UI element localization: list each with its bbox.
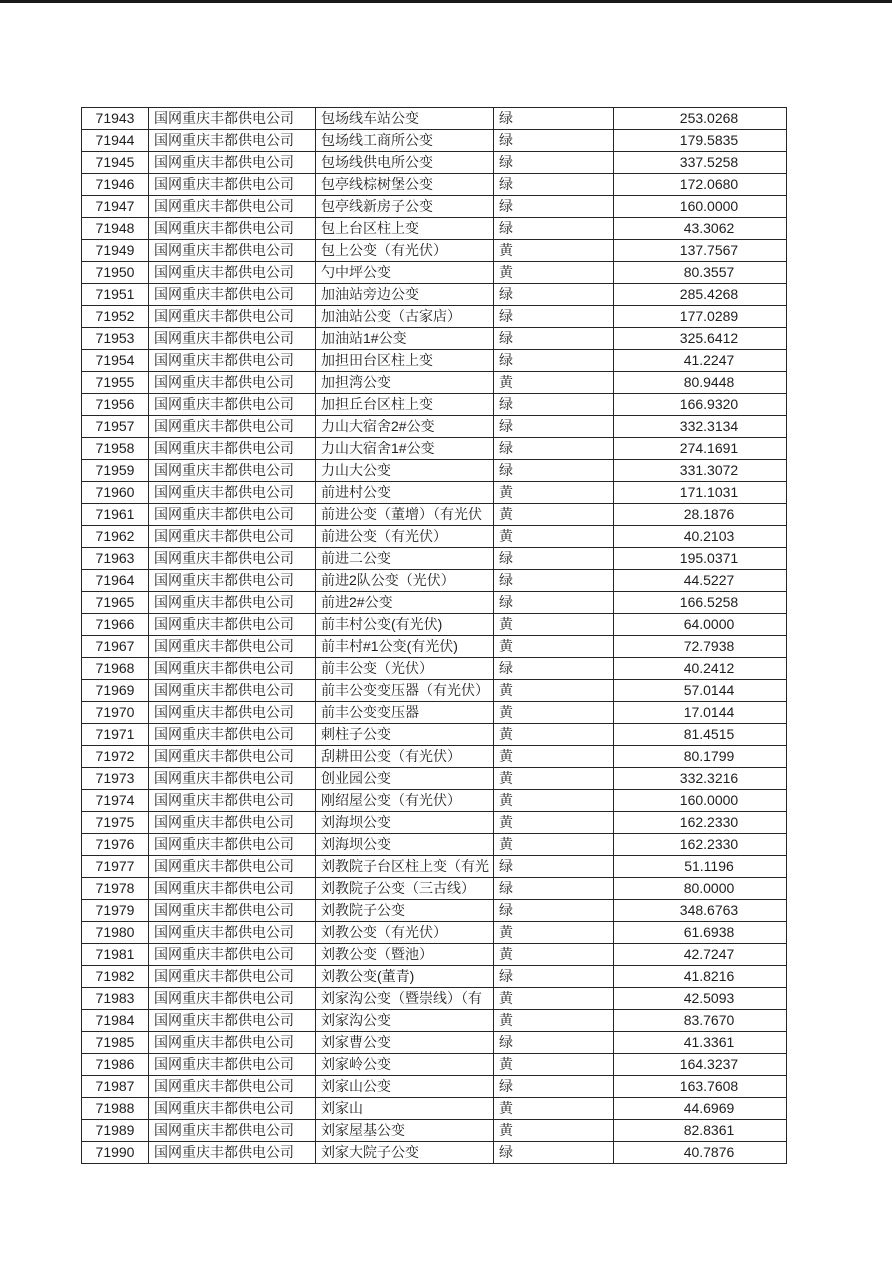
- table-row: [82, 988, 787, 1010]
- station-name-cell: 力山大公变: [316, 460, 494, 482]
- table-row: [82, 174, 787, 196]
- status-cell: 黄: [494, 504, 614, 526]
- row-id-cell: 71959: [82, 460, 149, 482]
- table-row: [82, 702, 787, 724]
- status-cell: 黄: [494, 482, 614, 504]
- row-id-cell: 71945: [82, 152, 149, 174]
- company-cell: 国网重庆丰都供电公司: [149, 196, 316, 218]
- row-id-cell: 71966: [82, 614, 149, 636]
- value-cell: 80.1799: [614, 746, 787, 768]
- value-cell: 81.4515: [614, 724, 787, 746]
- status-cell: 黄: [494, 526, 614, 548]
- status-cell: 绿: [494, 658, 614, 680]
- value-cell: 162.2330: [614, 834, 787, 856]
- table-row: [82, 922, 787, 944]
- value-cell: 80.0000: [614, 878, 787, 900]
- row-id-cell: 71963: [82, 548, 149, 570]
- company-cell: 国网重庆丰都供电公司: [149, 262, 316, 284]
- status-cell: 黄: [494, 922, 614, 944]
- station-name-cell: 创业园公变: [316, 768, 494, 790]
- company-cell: 国网重庆丰都供电公司: [149, 306, 316, 328]
- station-name-cell: 加担丘台区柱上变: [316, 394, 494, 416]
- value-cell: 44.6969: [614, 1098, 787, 1120]
- table-row: [82, 196, 787, 218]
- station-name-cell: 刘家曹公变: [316, 1032, 494, 1054]
- row-id-cell: 71974: [82, 790, 149, 812]
- status-cell: 黄: [494, 372, 614, 394]
- row-id-cell: 71962: [82, 526, 149, 548]
- company-cell: 国网重庆丰都供电公司: [149, 812, 316, 834]
- value-cell: 171.1031: [614, 482, 787, 504]
- value-cell: 325.6412: [614, 328, 787, 350]
- station-name-cell: 包场线车站公变: [316, 108, 494, 130]
- station-name-cell: 刘教公变(董青): [316, 966, 494, 988]
- station-name-cell: 前丰村#1公变(有光伏): [316, 636, 494, 658]
- status-cell: 绿: [494, 350, 614, 372]
- value-cell: 332.3134: [614, 416, 787, 438]
- company-cell: 国网重庆丰都供电公司: [149, 350, 316, 372]
- row-id-cell: 71960: [82, 482, 149, 504]
- status-cell: 黄: [494, 746, 614, 768]
- row-id-cell: 71984: [82, 1010, 149, 1032]
- row-id-cell: 71977: [82, 856, 149, 878]
- value-cell: 285.4268: [614, 284, 787, 306]
- value-cell: 331.3072: [614, 460, 787, 482]
- company-cell: 国网重庆丰都供电公司: [149, 394, 316, 416]
- station-name-cell: 刚绍屋公变（有光伏）: [316, 790, 494, 812]
- transformer-table: [81, 107, 787, 1164]
- station-name-cell: 加油站1#公变: [316, 328, 494, 350]
- status-cell: 黄: [494, 724, 614, 746]
- company-cell: 国网重庆丰都供电公司: [149, 1032, 316, 1054]
- company-cell: 国网重庆丰都供电公司: [149, 328, 316, 350]
- status-cell: 绿: [494, 218, 614, 240]
- company-cell: 国网重庆丰都供电公司: [149, 130, 316, 152]
- status-cell: 黄: [494, 834, 614, 856]
- table-row: [82, 636, 787, 658]
- table-row: [82, 328, 787, 350]
- value-cell: 42.7247: [614, 944, 787, 966]
- status-cell: 黄: [494, 812, 614, 834]
- table-row: [82, 1142, 787, 1164]
- status-cell: 绿: [494, 966, 614, 988]
- station-name-cell: 前丰村公变(有光伏): [316, 614, 494, 636]
- company-cell: 国网重庆丰都供电公司: [149, 174, 316, 196]
- value-cell: 82.8361: [614, 1120, 787, 1142]
- status-cell: 绿: [494, 460, 614, 482]
- table-row: [82, 1054, 787, 1076]
- status-cell: 绿: [494, 1076, 614, 1098]
- value-cell: 83.7670: [614, 1010, 787, 1032]
- company-cell: 国网重庆丰都供电公司: [149, 1142, 316, 1164]
- status-cell: 黄: [494, 680, 614, 702]
- status-cell: 绿: [494, 284, 614, 306]
- table-row: [82, 548, 787, 570]
- row-id-cell: 71948: [82, 218, 149, 240]
- table-row: [82, 1032, 787, 1054]
- company-cell: 国网重庆丰都供电公司: [149, 724, 316, 746]
- table-row: [82, 394, 787, 416]
- row-id-cell: 71980: [82, 922, 149, 944]
- company-cell: 国网重庆丰都供电公司: [149, 988, 316, 1010]
- table-row: [82, 460, 787, 482]
- table-body: [82, 108, 787, 1164]
- value-cell: 195.0371: [614, 548, 787, 570]
- table-row: [82, 900, 787, 922]
- table-row: [82, 306, 787, 328]
- row-id-cell: 71946: [82, 174, 149, 196]
- table-row: [82, 856, 787, 878]
- table-row: [82, 130, 787, 152]
- company-cell: 国网重庆丰都供电公司: [149, 768, 316, 790]
- value-cell: 61.6938: [614, 922, 787, 944]
- value-cell: 164.3237: [614, 1054, 787, 1076]
- company-cell: 国网重庆丰都供电公司: [149, 834, 316, 856]
- value-cell: 348.6763: [614, 900, 787, 922]
- status-cell: 绿: [494, 152, 614, 174]
- row-id-cell: 71983: [82, 988, 149, 1010]
- status-cell: 黄: [494, 988, 614, 1010]
- company-cell: 国网重庆丰都供电公司: [149, 372, 316, 394]
- row-id-cell: 71982: [82, 966, 149, 988]
- row-id-cell: 71953: [82, 328, 149, 350]
- station-name-cell: 刘家山公变: [316, 1076, 494, 1098]
- table-row: [82, 262, 787, 284]
- table-row: [82, 570, 787, 592]
- station-name-cell: 刘教院子公变: [316, 900, 494, 922]
- table-row: [82, 658, 787, 680]
- status-cell: 绿: [494, 438, 614, 460]
- table-row: [82, 526, 787, 548]
- company-cell: 国网重庆丰都供电公司: [149, 944, 316, 966]
- value-cell: 41.8216: [614, 966, 787, 988]
- status-cell: 黄: [494, 944, 614, 966]
- table-row: [82, 218, 787, 240]
- company-cell: 国网重庆丰都供电公司: [149, 548, 316, 570]
- value-cell: 40.2412: [614, 658, 787, 680]
- company-cell: 国网重庆丰都供电公司: [149, 900, 316, 922]
- table-row: [82, 944, 787, 966]
- station-name-cell: 包亭线新房子公变: [316, 196, 494, 218]
- status-cell: 黄: [494, 790, 614, 812]
- company-cell: 国网重庆丰都供电公司: [149, 658, 316, 680]
- table-row: [82, 504, 787, 526]
- status-cell: 绿: [494, 130, 614, 152]
- company-cell: 国网重庆丰都供电公司: [149, 592, 316, 614]
- status-cell: 黄: [494, 240, 614, 262]
- table-row: [82, 746, 787, 768]
- status-cell: 绿: [494, 548, 614, 570]
- company-cell: 国网重庆丰都供电公司: [149, 416, 316, 438]
- company-cell: 国网重庆丰都供电公司: [149, 636, 316, 658]
- station-name-cell: 包亭线棕树堡公变: [316, 174, 494, 196]
- value-cell: 42.5093: [614, 988, 787, 1010]
- company-cell: 国网重庆丰都供电公司: [149, 922, 316, 944]
- row-id-cell: 71955: [82, 372, 149, 394]
- station-name-cell: 前进公变（有光伏）: [316, 526, 494, 548]
- status-cell: 黄: [494, 262, 614, 284]
- value-cell: 43.3062: [614, 218, 787, 240]
- table-row: [82, 1120, 787, 1142]
- status-cell: 绿: [494, 900, 614, 922]
- row-id-cell: 71975: [82, 812, 149, 834]
- station-name-cell: 刺柱子公变: [316, 724, 494, 746]
- company-cell: 国网重庆丰都供电公司: [149, 218, 316, 240]
- station-name-cell: 加油站旁边公变: [316, 284, 494, 306]
- row-id-cell: 71956: [82, 394, 149, 416]
- row-id-cell: 71976: [82, 834, 149, 856]
- table-row: [82, 108, 787, 130]
- value-cell: 40.7876: [614, 1142, 787, 1164]
- company-cell: 国网重庆丰都供电公司: [149, 438, 316, 460]
- table-row: [82, 416, 787, 438]
- row-id-cell: 71965: [82, 592, 149, 614]
- status-cell: 黄: [494, 768, 614, 790]
- value-cell: 44.5227: [614, 570, 787, 592]
- value-cell: 162.2330: [614, 812, 787, 834]
- company-cell: 国网重庆丰都供电公司: [149, 1098, 316, 1120]
- company-cell: 国网重庆丰都供电公司: [149, 460, 316, 482]
- row-id-cell: 71978: [82, 878, 149, 900]
- table-row: [82, 592, 787, 614]
- value-cell: 177.0289: [614, 306, 787, 328]
- company-cell: 国网重庆丰都供电公司: [149, 790, 316, 812]
- table-row: [82, 812, 787, 834]
- row-id-cell: 71967: [82, 636, 149, 658]
- station-name-cell: 前进公变（董增）（有光伏: [316, 504, 494, 526]
- status-cell: 黄: [494, 702, 614, 724]
- station-name-cell: 刘教公变（有光伏）: [316, 922, 494, 944]
- table-row: [82, 372, 787, 394]
- station-name-cell: 刮耕田公变（有光伏）: [316, 746, 494, 768]
- row-id-cell: 71990: [82, 1142, 149, 1164]
- status-cell: 绿: [494, 174, 614, 196]
- value-cell: 160.0000: [614, 196, 787, 218]
- row-id-cell: 71943: [82, 108, 149, 130]
- station-name-cell: 前进二公变: [316, 548, 494, 570]
- value-cell: 337.5258: [614, 152, 787, 174]
- station-name-cell: 刘家大院子公变: [316, 1142, 494, 1164]
- value-cell: 166.5258: [614, 592, 787, 614]
- company-cell: 国网重庆丰都供电公司: [149, 284, 316, 306]
- station-name-cell: 刘教公变（暨池）: [316, 944, 494, 966]
- station-name-cell: 刘教院子台区柱上变（有光: [316, 856, 494, 878]
- table-row: [82, 482, 787, 504]
- company-cell: 国网重庆丰都供电公司: [149, 878, 316, 900]
- company-cell: 国网重庆丰都供电公司: [149, 680, 316, 702]
- value-cell: 41.3361: [614, 1032, 787, 1054]
- station-name-cell: 刘教院子公变（三古线）: [316, 878, 494, 900]
- status-cell: 黄: [494, 1010, 614, 1032]
- value-cell: 80.9448: [614, 372, 787, 394]
- row-id-cell: 71950: [82, 262, 149, 284]
- company-cell: 国网重庆丰都供电公司: [149, 152, 316, 174]
- company-cell: 国网重庆丰都供电公司: [149, 108, 316, 130]
- status-cell: 黄: [494, 636, 614, 658]
- value-cell: 57.0144: [614, 680, 787, 702]
- status-cell: 黄: [494, 1120, 614, 1142]
- company-cell: 国网重庆丰都供电公司: [149, 746, 316, 768]
- row-id-cell: 71972: [82, 746, 149, 768]
- status-cell: 黄: [494, 1098, 614, 1120]
- row-id-cell: 71964: [82, 570, 149, 592]
- table-row: [82, 614, 787, 636]
- value-cell: 40.2103: [614, 526, 787, 548]
- value-cell: 332.3216: [614, 768, 787, 790]
- station-name-cell: 勺中坪公变: [316, 262, 494, 284]
- station-name-cell: 包上公变（有光伏）: [316, 240, 494, 262]
- page-top-edge: [0, 0, 892, 3]
- value-cell: 179.5835: [614, 130, 787, 152]
- row-id-cell: 71987: [82, 1076, 149, 1098]
- table-row: [82, 724, 787, 746]
- company-cell: 国网重庆丰都供电公司: [149, 1010, 316, 1032]
- station-name-cell: 前进2#公变: [316, 592, 494, 614]
- station-name-cell: 力山大宿舍1#公变: [316, 438, 494, 460]
- value-cell: 253.0268: [614, 108, 787, 130]
- table-row: [82, 350, 787, 372]
- status-cell: 绿: [494, 592, 614, 614]
- value-cell: 28.1876: [614, 504, 787, 526]
- company-cell: 国网重庆丰都供电公司: [149, 1120, 316, 1142]
- company-cell: 国网重庆丰都供电公司: [149, 504, 316, 526]
- row-id-cell: 71970: [82, 702, 149, 724]
- value-cell: 41.2247: [614, 350, 787, 372]
- station-name-cell: 前进村公变: [316, 482, 494, 504]
- table-row: [82, 966, 787, 988]
- station-name-cell: 前丰公变变压器（有光伏）: [316, 680, 494, 702]
- table-row: [82, 240, 787, 262]
- company-cell: 国网重庆丰都供电公司: [149, 856, 316, 878]
- value-cell: 166.9320: [614, 394, 787, 416]
- station-name-cell: 刘家沟公变: [316, 1010, 494, 1032]
- station-name-cell: 加油站公变（古家店）: [316, 306, 494, 328]
- value-cell: 274.1691: [614, 438, 787, 460]
- status-cell: 黄: [494, 1054, 614, 1076]
- value-cell: 163.7608: [614, 1076, 787, 1098]
- row-id-cell: 71968: [82, 658, 149, 680]
- station-name-cell: 加担田台区柱上变: [316, 350, 494, 372]
- status-cell: 绿: [494, 196, 614, 218]
- table-row: [82, 768, 787, 790]
- status-cell: 黄: [494, 614, 614, 636]
- status-cell: 绿: [494, 306, 614, 328]
- station-name-cell: 刘家山: [316, 1098, 494, 1120]
- company-cell: 国网重庆丰都供电公司: [149, 614, 316, 636]
- status-cell: 绿: [494, 416, 614, 438]
- company-cell: 国网重庆丰都供电公司: [149, 482, 316, 504]
- row-id-cell: 71947: [82, 196, 149, 218]
- company-cell: 国网重庆丰都供电公司: [149, 1054, 316, 1076]
- table-row: [82, 790, 787, 812]
- row-id-cell: 71989: [82, 1120, 149, 1142]
- station-name-cell: 刘家沟公变（暨崇线）（有: [316, 988, 494, 1010]
- table-row: [82, 1010, 787, 1032]
- station-name-cell: 刘海坝公变: [316, 834, 494, 856]
- row-id-cell: 71944: [82, 130, 149, 152]
- station-name-cell: 加担湾公变: [316, 372, 494, 394]
- station-name-cell: 包上台区柱上变: [316, 218, 494, 240]
- table-row: [82, 834, 787, 856]
- value-cell: 80.3557: [614, 262, 787, 284]
- row-id-cell: 71958: [82, 438, 149, 460]
- station-name-cell: 包场线工商所公变: [316, 130, 494, 152]
- status-cell: 绿: [494, 856, 614, 878]
- row-id-cell: 71986: [82, 1054, 149, 1076]
- row-id-cell: 71971: [82, 724, 149, 746]
- station-name-cell: 刘家屋基公变: [316, 1120, 494, 1142]
- station-name-cell: 前丰公变（光伏）: [316, 658, 494, 680]
- value-cell: 160.0000: [614, 790, 787, 812]
- status-cell: 绿: [494, 108, 614, 130]
- company-cell: 国网重庆丰都供电公司: [149, 240, 316, 262]
- row-id-cell: 71973: [82, 768, 149, 790]
- table-row: [82, 284, 787, 306]
- table-row: [82, 1076, 787, 1098]
- station-name-cell: 前进2队公变（光伏）: [316, 570, 494, 592]
- status-cell: 绿: [494, 394, 614, 416]
- value-cell: 137.7567: [614, 240, 787, 262]
- value-cell: 51.1196: [614, 856, 787, 878]
- value-cell: 72.7938: [614, 636, 787, 658]
- row-id-cell: 71949: [82, 240, 149, 262]
- row-id-cell: 71985: [82, 1032, 149, 1054]
- company-cell: 国网重庆丰都供电公司: [149, 1076, 316, 1098]
- station-name-cell: 刘家岭公变: [316, 1054, 494, 1076]
- status-cell: 绿: [494, 1142, 614, 1164]
- station-name-cell: 力山大宿舍2#公变: [316, 416, 494, 438]
- value-cell: 17.0144: [614, 702, 787, 724]
- value-cell: 172.0680: [614, 174, 787, 196]
- row-id-cell: 71952: [82, 306, 149, 328]
- company-cell: 国网重庆丰都供电公司: [149, 702, 316, 724]
- table-row: [82, 680, 787, 702]
- status-cell: 绿: [494, 878, 614, 900]
- row-id-cell: 71954: [82, 350, 149, 372]
- table-row: [82, 438, 787, 460]
- status-cell: 绿: [494, 328, 614, 350]
- table-row: [82, 878, 787, 900]
- table-row: [82, 1098, 787, 1120]
- station-name-cell: 刘海坝公变: [316, 812, 494, 834]
- row-id-cell: 71957: [82, 416, 149, 438]
- station-name-cell: 前丰公变变压器: [316, 702, 494, 724]
- row-id-cell: 71961: [82, 504, 149, 526]
- row-id-cell: 71981: [82, 944, 149, 966]
- value-cell: 64.0000: [614, 614, 787, 636]
- status-cell: 绿: [494, 1032, 614, 1054]
- row-id-cell: 71951: [82, 284, 149, 306]
- status-cell: 绿: [494, 570, 614, 592]
- row-id-cell: 71969: [82, 680, 149, 702]
- station-name-cell: 包场线供电所公变: [316, 152, 494, 174]
- table-row: [82, 152, 787, 174]
- row-id-cell: 71988: [82, 1098, 149, 1120]
- company-cell: 国网重庆丰都供电公司: [149, 526, 316, 548]
- company-cell: 国网重庆丰都供电公司: [149, 966, 316, 988]
- row-id-cell: 71979: [82, 900, 149, 922]
- company-cell: 国网重庆丰都供电公司: [149, 570, 316, 592]
